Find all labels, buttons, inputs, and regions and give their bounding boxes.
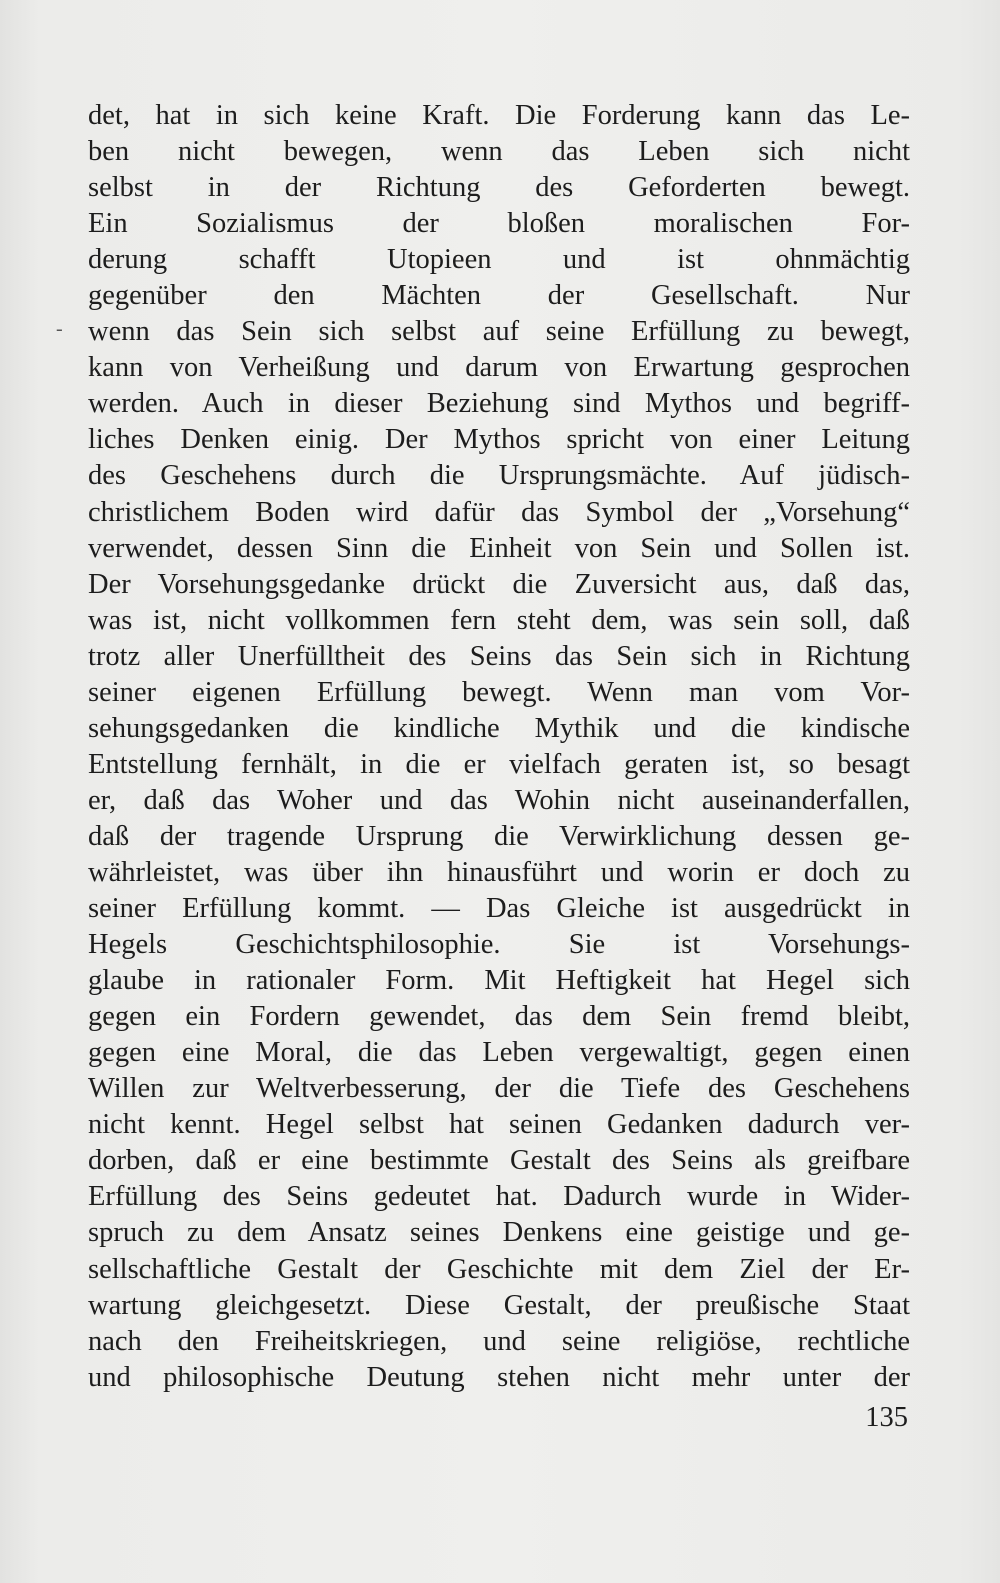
text-line: dorben, daß er eine bestimmte Gestalt des Seins als greifbare xyxy=(88,1145,910,1177)
text-line: christlichem Boden wird dafür das Symbol der „Vorsehung“ xyxy=(88,496,910,528)
text-line: det, hat in sich keine Kraft. Die Forderung kann das Le- xyxy=(88,100,910,131)
body-text xyxy=(88,98,910,1396)
text-line: wenn das Sein sich selbst auf seine Erfüllung zu bewegt, xyxy=(88,316,910,348)
text-line: seiner Erfüllung kommt. — Das Gleiche ist ausgedrückt in xyxy=(88,893,910,925)
text-line: daß der tragende Ursprung die Verwirklichung dessen ge- xyxy=(88,820,910,852)
text-line: kann von Verheißung und darum von Erwartung gesprochen xyxy=(88,352,910,384)
text-line: Hegels Geschichtsphilosophie. Sie ist Vorsehungs- xyxy=(88,929,910,961)
text-line: ben nicht bewegen, wenn das Leben sich nicht xyxy=(88,136,910,168)
text-line: derung schafft Utopieen und ist ohnmächtig xyxy=(88,244,910,276)
text-line: verwendet, dessen Sinn die Einheit von Sein und Sollen ist. xyxy=(88,532,910,564)
text-line: nach den Freiheitskriegen, und seine religiöse, rechtliche xyxy=(88,1325,910,1357)
text-line: gegenüber den Mächten der Gesellschaft. Nur xyxy=(88,280,910,312)
margin-mark: - xyxy=(56,318,63,340)
text-line: Willen zur Weltverbesserung, der die Tiefe des Geschehens xyxy=(88,1073,910,1105)
text-line: des Geschehens durch die Ursprungsmächte. Auf jüdisch- xyxy=(88,460,910,492)
text-line: er, daß das Woher und das Wohin nicht auseinanderfallen, xyxy=(88,784,910,816)
text-line: Ein Sozialismus der bloßen moralischen For- xyxy=(88,208,910,240)
text-line: gegen eine Moral, die das Leben vergewaltigt, gegen einen xyxy=(88,1037,910,1069)
page-number: 135 xyxy=(865,1402,908,1433)
text-line: Entstellung fernhält, in die er vielfach geraten ist, so besagt xyxy=(88,748,910,780)
text-line: liches Denken einig. Der Mythos spricht von einer Leitung xyxy=(88,424,910,456)
text-line: Erfüllung des Seins gedeutet hat. Dadurch wurde in Wider- xyxy=(88,1181,910,1213)
text-line: was ist, nicht vollkommen fern steht dem, was sein soll, daß xyxy=(88,604,910,636)
text-line: selbst in der Richtung des Geforderten bewegt. xyxy=(88,172,910,204)
text-line: wartung gleichgesetzt. Diese Gestalt, der preußische Staat xyxy=(88,1289,910,1321)
text-line: sellschaftliche Gestalt der Geschichte mit dem Ziel der Er- xyxy=(88,1253,910,1285)
text-line: und philosophische Deutung stehen nicht mehr unter der xyxy=(88,1361,910,1393)
text-line: sehungsgedanken die kindliche Mythik und die kindische xyxy=(88,712,910,744)
text-line: spruch zu dem Ansatz seines Denkens eine geistige und ge- xyxy=(88,1217,910,1249)
text-line: gegen ein Fordern gewendet, das dem Sein fremd bleibt, xyxy=(88,1001,910,1033)
text-line: seiner eigenen Erfüllung bewegt. Wenn man vom Vor- xyxy=(88,676,910,708)
text-line: werden. Auch in dieser Beziehung sind Mythos und begriff- xyxy=(88,388,910,420)
text-line: nicht kennt. Hegel selbst hat seinen Gedanken dadurch ver- xyxy=(88,1109,910,1141)
text-line: trotz aller Unerfülltheit des Seins das Sein sich in Richtung xyxy=(88,640,910,672)
text-line: glaube in rationaler Form. Mit Heftigkeit hat Hegel sich xyxy=(88,965,910,997)
text-line: Der Vorsehungsgedanke drückt die Zuversicht aus, daß das, xyxy=(88,568,910,600)
text-line: währleistet, was über ihn hinausführt und worin er doch zu xyxy=(88,856,910,888)
